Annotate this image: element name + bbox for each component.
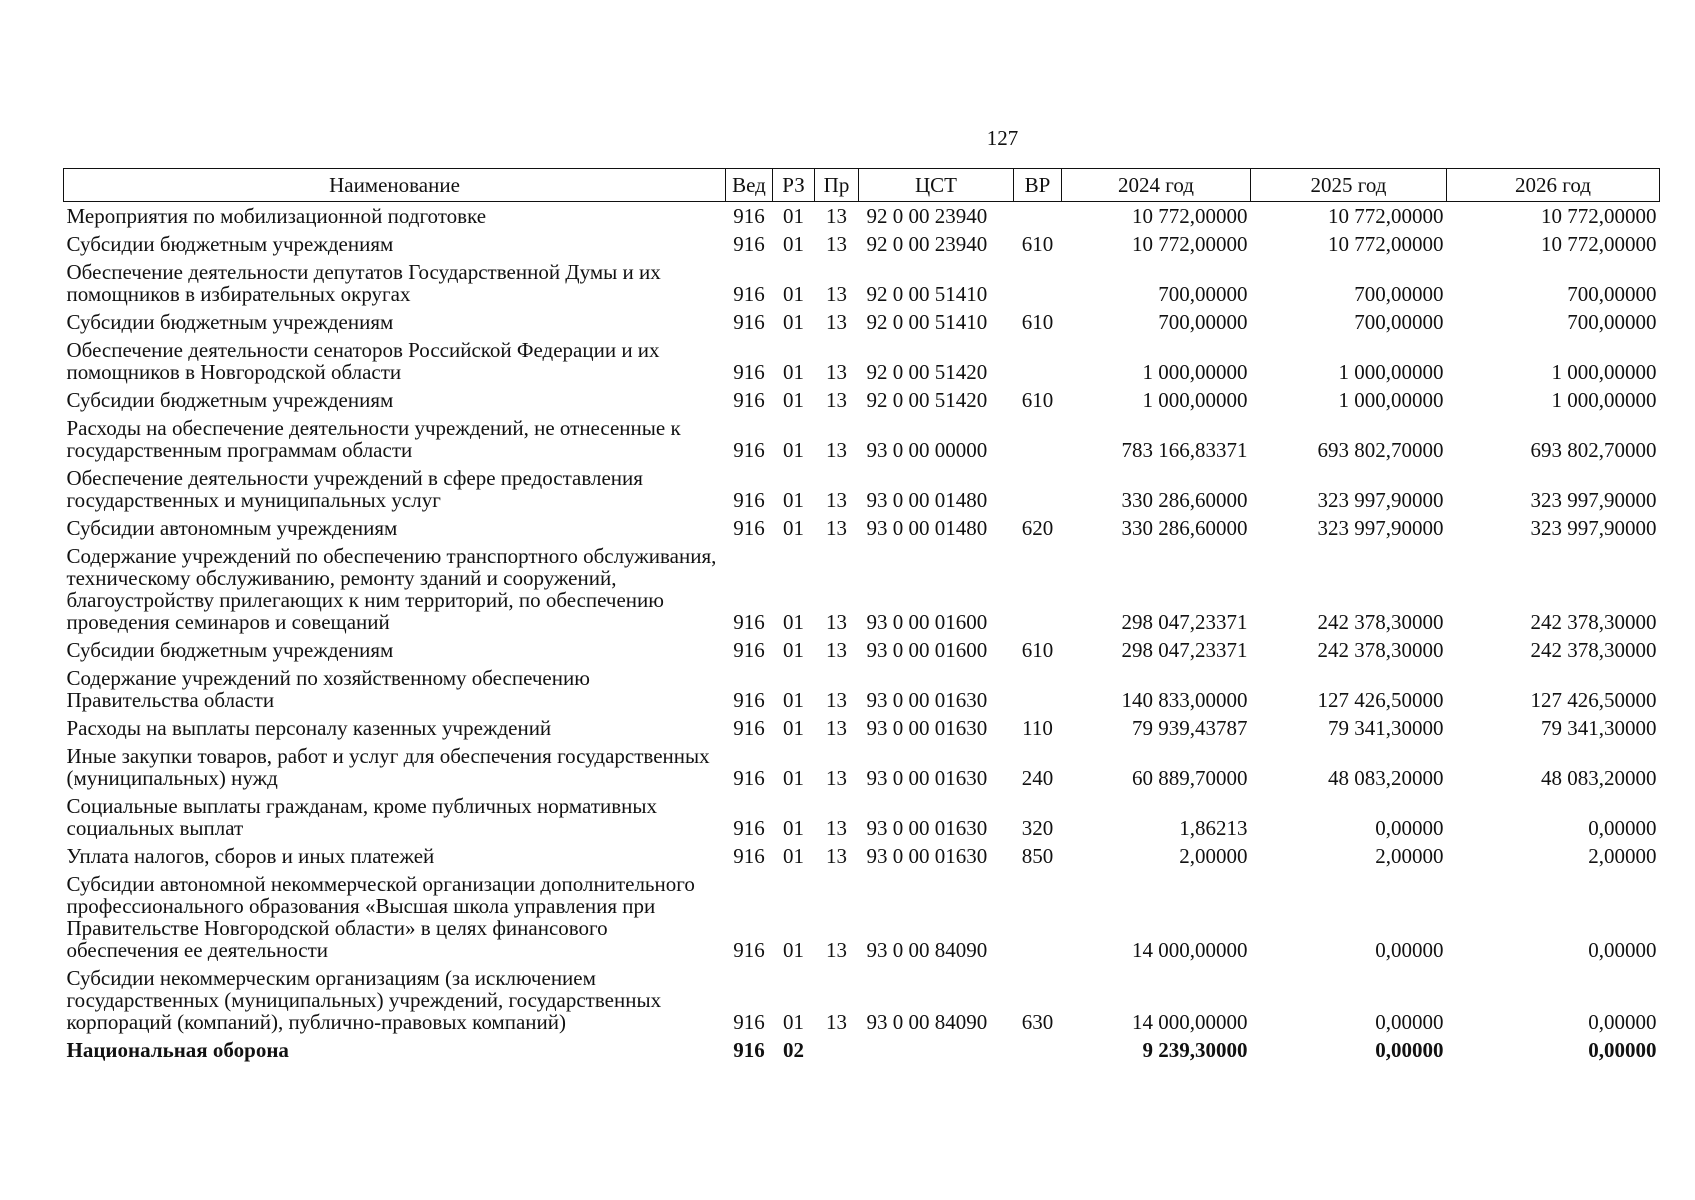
row-2025: 700,00000 xyxy=(1354,282,1444,306)
row-pr: 13 xyxy=(826,516,847,540)
row-2026: 0,00000 xyxy=(1588,1038,1657,1062)
row-2025: 0,00000 xyxy=(1375,938,1444,962)
table-row xyxy=(64,964,1660,1036)
row-pr: 13 xyxy=(826,844,847,868)
row-cst: 93 0 00 01630 xyxy=(866,816,988,840)
row-ved: 916 xyxy=(733,816,765,840)
row-cst: 93 0 00 01630 xyxy=(866,716,988,740)
row-vr: 610 xyxy=(1021,310,1054,334)
row-name: Мероприятия по мобилизационной подготовке xyxy=(66,204,487,228)
row-vr xyxy=(1014,258,1062,308)
row-name: Иные закупки товаров, работ и услуг для обеспечения государственных (муниципальных) нужд xyxy=(66,744,710,790)
header-pr: Пр xyxy=(815,169,859,202)
row-pr: 13 xyxy=(826,938,847,962)
row-2024: 14 000,00000 xyxy=(1132,1010,1248,1034)
row-ved: 916 xyxy=(733,766,765,790)
row-rz: 01 xyxy=(783,282,804,306)
table-row xyxy=(64,258,1660,308)
row-ved: 916 xyxy=(733,488,765,512)
row-pr: 13 xyxy=(826,816,847,840)
row-ved: 916 xyxy=(733,360,765,384)
header-2026: 2026 год xyxy=(1447,169,1660,202)
row-rz: 01 xyxy=(783,688,804,712)
row-name: Субсидии бюджетным учреждениям xyxy=(66,232,394,256)
row-rz: 01 xyxy=(783,938,804,962)
header-rz: РЗ xyxy=(773,169,815,202)
row-cst: 93 0 00 01630 xyxy=(866,688,988,712)
row-rz: 01 xyxy=(783,516,804,540)
row-name: Содержание учреждений по хозяйственному обеспечению Правительства области xyxy=(66,666,590,712)
row-vr: 610 xyxy=(1021,638,1054,662)
row-cst: 93 0 00 01630 xyxy=(866,766,988,790)
row-2026: 700,00000 xyxy=(1567,310,1657,334)
row-rz: 01 xyxy=(783,488,804,512)
header-cst: ЦСТ xyxy=(859,169,1014,202)
row-rz: 01 xyxy=(783,610,804,634)
row-rz: 01 xyxy=(783,388,804,412)
row-2024: 10 772,00000 xyxy=(1132,232,1248,256)
row-2026: 10 772,00000 xyxy=(1541,204,1657,228)
row-ved: 916 xyxy=(733,388,765,412)
row-pr: 13 xyxy=(826,310,847,334)
row-2024: 1 000,00000 xyxy=(1142,360,1248,384)
row-2026: 242 378,30000 xyxy=(1530,638,1657,662)
row-vr xyxy=(1014,464,1062,514)
row-vr xyxy=(1014,336,1062,386)
row-name: Уплата налогов, сборов и иных платежей xyxy=(66,844,435,868)
row-rz: 01 xyxy=(783,766,804,790)
row-2026: 323 997,90000 xyxy=(1530,516,1657,540)
row-rz: 01 xyxy=(783,204,804,228)
row-name: Субсидии автономным учреждениям xyxy=(66,516,398,540)
row-vr: 240 xyxy=(1021,766,1054,790)
table-row xyxy=(64,230,1660,258)
row-rz: 01 xyxy=(783,1010,804,1034)
row-vr: 320 xyxy=(1021,816,1054,840)
row-2025: 242 378,30000 xyxy=(1317,610,1444,634)
row-vr xyxy=(1014,664,1062,714)
row-rz: 01 xyxy=(783,816,804,840)
row-2025: 0,00000 xyxy=(1375,1010,1444,1034)
row-name: Субсидии некоммерческим организациям (за исключением государственных (муниципальных) учреждений, государственных корпораций (компаний), публично-правовых компаний) xyxy=(66,966,662,1034)
table-row xyxy=(64,792,1660,842)
row-2026: 79 341,30000 xyxy=(1541,716,1657,740)
row-ved: 916 xyxy=(733,938,765,962)
row-vr: 110 xyxy=(1022,716,1053,740)
row-2024: 79 939,43787 xyxy=(1132,716,1248,740)
row-2026: 0,00000 xyxy=(1588,816,1657,840)
row-vr: 610 xyxy=(1021,232,1054,256)
row-rz: 01 xyxy=(783,232,804,256)
table-row xyxy=(64,464,1660,514)
header-name: Наименование xyxy=(64,169,726,202)
row-2024: 783 166,83371 xyxy=(1121,438,1248,462)
row-2026: 0,00000 xyxy=(1588,938,1657,962)
row-vr: 610 xyxy=(1021,388,1054,412)
header-row xyxy=(64,169,1660,202)
row-pr: 13 xyxy=(826,438,847,462)
row-2025: 48 083,20000 xyxy=(1328,766,1444,790)
row-2024: 1 000,00000 xyxy=(1142,388,1248,412)
row-2026: 1 000,00000 xyxy=(1551,388,1657,412)
row-name: Обеспечение деятельности учреждений в сфере предоставления государственных и муниципальных услуг xyxy=(66,466,643,512)
row-2024: 700,00000 xyxy=(1158,310,1248,334)
row-2026: 48 083,20000 xyxy=(1541,766,1657,790)
row-vr: 620 xyxy=(1021,516,1054,540)
row-2025: 1 000,00000 xyxy=(1338,388,1444,412)
row-2025: 79 341,30000 xyxy=(1328,716,1444,740)
row-pr: 13 xyxy=(826,638,847,662)
row-rz: 01 xyxy=(783,438,804,462)
row-ved: 916 xyxy=(733,1038,765,1062)
row-2024: 1,86213 xyxy=(1179,816,1248,840)
row-2025: 10 772,00000 xyxy=(1328,232,1444,256)
row-cst: 93 0 00 01630 xyxy=(866,844,988,868)
row-2025: 10 772,00000 xyxy=(1328,204,1444,228)
row-pr: 13 xyxy=(826,766,847,790)
row-2026: 2,00000 xyxy=(1588,844,1657,868)
row-2025: 1 000,00000 xyxy=(1338,360,1444,384)
row-2025: 693 802,70000 xyxy=(1317,438,1444,462)
header-2024: 2024 год xyxy=(1062,169,1251,202)
row-cst: 93 0 00 84090 xyxy=(866,938,988,962)
table-row xyxy=(64,664,1660,714)
row-cst: 93 0 00 01600 xyxy=(866,638,988,662)
row-pr: 13 xyxy=(826,204,847,228)
row-2024: 60 889,70000 xyxy=(1132,766,1248,790)
header-ved: Вед xyxy=(726,169,773,202)
row-ved: 916 xyxy=(733,1010,765,1034)
row-cst: 92 0 00 51420 xyxy=(866,360,988,384)
row-name: Субсидии бюджетным учреждениям xyxy=(66,638,394,662)
table-row xyxy=(64,842,1660,870)
row-2024: 9 239,30000 xyxy=(1142,1038,1248,1062)
row-name: Расходы на выплаты персоналу казенных учреждений xyxy=(66,716,552,740)
row-2024: 10 772,00000 xyxy=(1132,204,1248,228)
budget-table xyxy=(63,168,1660,1064)
row-rz: 01 xyxy=(783,716,804,740)
row-ved: 916 xyxy=(733,438,765,462)
row-ved: 916 xyxy=(733,232,765,256)
row-2025: 323 997,90000 xyxy=(1317,516,1444,540)
row-2026: 10 772,00000 xyxy=(1541,232,1657,256)
row-vr xyxy=(1014,542,1062,636)
table-row xyxy=(64,336,1660,386)
page-number: 127 xyxy=(986,126,1019,150)
row-pr: 13 xyxy=(826,688,847,712)
row-name: Содержание учреждений по обеспечению транспортного обслуживания, техническому обслуживанию, ремонту зданий и сооружений, благоустройству прилегающих к ним территорий, по обеспечению проведения семинаров и совещаний xyxy=(66,544,717,634)
row-2026: 700,00000 xyxy=(1567,282,1657,306)
row-pr: 13 xyxy=(826,716,847,740)
row-2024: 330 286,60000 xyxy=(1121,516,1248,540)
row-cst: 93 0 00 84090 xyxy=(866,1010,988,1034)
row-2026: 693 802,70000 xyxy=(1530,438,1657,462)
row-2026: 242 378,30000 xyxy=(1530,610,1657,634)
row-pr xyxy=(815,1036,859,1064)
row-vr xyxy=(1014,1036,1062,1064)
row-ved: 916 xyxy=(733,516,765,540)
row-pr: 13 xyxy=(826,388,847,412)
row-2025: 242 378,30000 xyxy=(1317,638,1444,662)
row-vr xyxy=(1014,870,1062,964)
row-pr: 13 xyxy=(826,282,847,306)
row-pr: 13 xyxy=(826,488,847,512)
row-ved: 916 xyxy=(733,610,765,634)
row-2024: 700,00000 xyxy=(1158,282,1248,306)
table-row xyxy=(64,514,1660,542)
row-vr: 630 xyxy=(1021,1010,1054,1034)
row-name: Субсидии бюджетным учреждениям xyxy=(66,388,394,412)
row-ved: 916 xyxy=(733,204,765,228)
row-ved: 916 xyxy=(733,638,765,662)
table-row xyxy=(64,870,1660,964)
row-2025: 0,00000 xyxy=(1375,1038,1444,1062)
row-ved: 916 xyxy=(733,310,765,334)
row-2026: 0,00000 xyxy=(1588,1010,1657,1034)
row-cst: 92 0 00 51410 xyxy=(866,282,988,306)
row-2025: 0,00000 xyxy=(1375,816,1444,840)
row-2024: 330 286,60000 xyxy=(1121,488,1248,512)
row-cst: 93 0 00 01600 xyxy=(866,610,988,634)
row-rz: 02 xyxy=(783,1038,804,1062)
row-cst: 92 0 00 51420 xyxy=(866,388,988,412)
row-ved: 916 xyxy=(733,844,765,868)
row-2024: 2,00000 xyxy=(1179,844,1248,868)
table-row xyxy=(64,414,1660,464)
row-vr: 850 xyxy=(1021,844,1054,868)
row-vr xyxy=(1014,202,1062,231)
row-pr: 13 xyxy=(826,232,847,256)
row-name: Национальная оборона xyxy=(66,1038,289,1062)
table-header xyxy=(64,169,1660,202)
row-2026: 1 000,00000 xyxy=(1551,360,1657,384)
row-vr xyxy=(1014,414,1062,464)
table-row xyxy=(64,202,1660,231)
row-pr: 13 xyxy=(826,360,847,384)
table-row xyxy=(64,636,1660,664)
row-rz: 01 xyxy=(783,638,804,662)
row-2025: 127 426,50000 xyxy=(1317,688,1444,712)
row-pr: 13 xyxy=(826,1010,847,1034)
row-name: Обеспечение деятельности депутатов Государственной Думы и их помощников в избирательных округах xyxy=(66,260,661,306)
row-2024: 298 047,23371 xyxy=(1121,638,1248,662)
row-ved: 916 xyxy=(733,688,765,712)
row-rz: 01 xyxy=(783,844,804,868)
row-ved: 916 xyxy=(733,282,765,306)
header-vr: ВР xyxy=(1014,169,1062,202)
header-2025: 2025 год xyxy=(1251,169,1447,202)
row-cst xyxy=(859,1036,1014,1064)
table-row xyxy=(64,386,1660,414)
row-name: Расходы на обеспечение деятельности учреждений, не отнесенные к государственным программам области xyxy=(66,416,681,462)
row-ved: 916 xyxy=(733,716,765,740)
row-cst: 92 0 00 23940 xyxy=(866,232,988,256)
row-name: Субсидии бюджетным учреждениям xyxy=(66,310,394,334)
table-row xyxy=(64,1036,1660,1064)
row-2024: 14 000,00000 xyxy=(1132,938,1248,962)
row-cst: 93 0 00 00000 xyxy=(866,438,988,462)
row-2025: 700,00000 xyxy=(1354,310,1444,334)
table-row xyxy=(64,714,1660,742)
row-2024: 140 833,00000 xyxy=(1121,688,1248,712)
row-2024: 298 047,23371 xyxy=(1121,610,1248,634)
row-2026: 323 997,90000 xyxy=(1530,488,1657,512)
table-body xyxy=(64,202,1660,1065)
table-row xyxy=(64,742,1660,792)
row-2026: 127 426,50000 xyxy=(1530,688,1657,712)
row-2025: 2,00000 xyxy=(1375,844,1444,868)
row-pr: 13 xyxy=(826,610,847,634)
row-rz: 01 xyxy=(783,310,804,334)
row-2025: 323 997,90000 xyxy=(1317,488,1444,512)
row-rz: 01 xyxy=(783,360,804,384)
row-name: Обеспечение деятельности сенаторов Российской Федерации и их помощников в Новгородской области xyxy=(66,338,660,384)
row-cst: 93 0 00 01480 xyxy=(866,488,988,512)
row-cst: 92 0 00 51410 xyxy=(866,310,988,334)
table-row xyxy=(64,542,1660,636)
row-cst: 92 0 00 23940 xyxy=(866,204,988,228)
table-row xyxy=(64,308,1660,336)
row-name: Субсидии автономной некоммерческой организации дополнительного профессионального образования «Высшая школа управления при Правительстве Новгородской области» в целях финансового обеспечения ее деятельности xyxy=(66,872,695,962)
budget-table-container xyxy=(63,168,1659,1064)
row-name: Социальные выплаты гражданам, кроме публичных нормативных социальных выплат xyxy=(66,794,658,840)
row-cst: 93 0 00 01480 xyxy=(866,516,988,540)
